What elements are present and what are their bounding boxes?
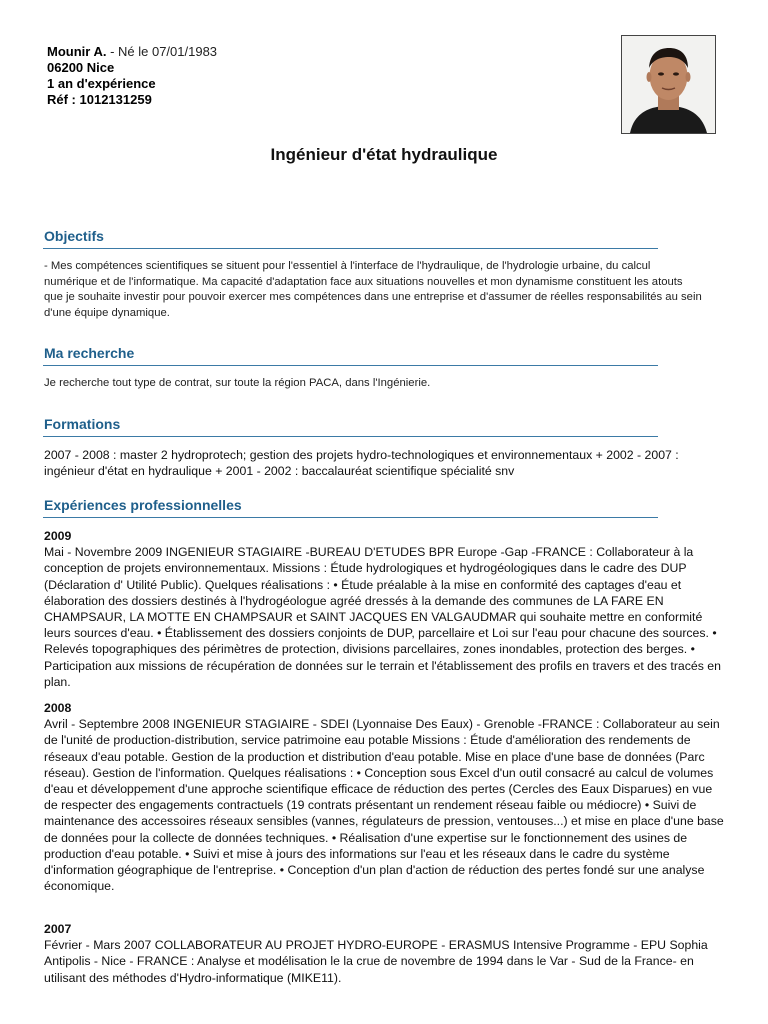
- experience-description: Avril - Septembre 2008 INGENIEUR STAGIAIRE - SDEI (Lyonnaise Des Eaux) - Grenoble -FRANCE : Collaborateur au sein de l'unité de production-distribution, service patrimoine eau potable Missions : Étude d'amélioration des rendements de réseaux d'eau potable. Gestion de la production et distribution d'eau potable. Mise en place d'une base de données (Parc réseau). Gestion de l'information. Quelques réalisations : • Conception sous Excel d'un outil consacré au calcul de volumes d'eau et développement d'une approche scientifique efficace de réduction des pertes (Cercles des Eaux Disparues) en vue de respecter des engagements contractuels (19 contrats présentant un rendement réseau faible ou médiocre) • Suivi de maintenance des accessoires réseaux sensibles (vannes, régulateurs de pression, ventouses...) et mise en place d'une base de données pour la collecte de données techniques. • Réalisation d'une expertise sur le fonctionnement des usines de production d'eau potable. • Suivi et mise à jours des informations sur l'eau et les réseaux dans le cadre du système d'information géographique de l'entreprise. • Conception d'un plan d'action de réduction des pertes fondé sur une analyse économique.: [44, 717, 724, 894]
- section-divider: [43, 436, 658, 437]
- objectifs-text: - Mes compétences scientifiques se situent pour l'essentiel à l'interface de l'hydraulique, de l'hydrologie urbaine, du calcul numérique et de l'informatique. Ma capacité d'adaptation face aux situations nouvelles et mon dynamisme constituent les atouts que je souhaite investir pour pouvoir exercer mes compétences dans une entreprise et d'assumer de réelles responsabilités au sein d'une équipe dynamique.: [44, 260, 702, 320]
- section-divider: [43, 517, 658, 518]
- experience-item: [44, 528, 724, 690]
- section-title-objectifs: Objectifs: [44, 228, 104, 244]
- experience-item: [44, 700, 724, 894]
- experience-item: [44, 921, 724, 986]
- candidate-ref: Réf : 1012131259: [47, 92, 152, 107]
- section-title-recherche: Ma recherche: [44, 345, 135, 361]
- experience-description: Février - Mars 2007 COLLABORATEUR AU PROJET HYDRO-EUROPE - ERASMUS Intensive Programme - EPU Sophia Antipolis - Nice - FRANCE : Analyse et modélisation le la crue de novembre de 1994 dans le Var - Sud de la France- en utilisant des méthodes d'Hydro-informatique (MIKE11).: [44, 938, 708, 985]
- candidate-experience: 1 an d'expérience: [47, 76, 156, 91]
- section-title-experiences: Expériences professionnelles: [44, 497, 242, 513]
- experience-year: 2008: [44, 701, 72, 715]
- candidate-info: [47, 44, 217, 108]
- candidate-photo: [621, 35, 716, 134]
- candidate-name: Mounir A.: [47, 44, 107, 59]
- page-title: Ingénieur d'état hydraulique: [270, 145, 498, 164]
- section-divider: [43, 365, 658, 366]
- experience-year: 2009: [44, 529, 72, 543]
- section-divider: [43, 248, 658, 249]
- candidate-city: 06200 Nice: [47, 60, 115, 75]
- portrait-image: [622, 36, 715, 133]
- experience-description: Mai - Novembre 2009 INGENIEUR STAGIAIRE -BUREAU D'ETUDES BPR Europe -Gap -FRANCE : Collaborateur à la conception de projets environnementaux. Missions : Étude hydrologiques et hydrogéologiques dans le cadre des DUP (Déclaration d' Utilité Public). Quelques réalisations : • Étude préalable à la mise en conformité des captages d'eau et élaboration des dossiers destinés à l'hydrogéologue agréé dressés à la demande des communes de LA FARE EN CHAMPSAUR, LA MOTTE EN CHAMPSAUR et SAINT JACQUES EN VALGAUDMAR qui souhaite mettre en conformité leurs sources d'eau. • Établissement des dossiers conjoints de DUP, parcellaire et Loi sur l'eau pour chacune des sources. • Relevés topographiques des périmètres de protection, divisions parcellaires, zones inondables, protection des berges. • Participation aux missions de récupération de données sur le terrain et l'établissement des profils en travers et des tracés en plan.: [44, 545, 721, 689]
- section-title-formations: Formations: [44, 416, 121, 432]
- birth-date: - Né le 07/01/1983: [106, 44, 218, 59]
- recherche-text: Je recherche tout type de contrat, sur toute la région PACA, dans l'Ingénierie.: [44, 377, 431, 389]
- experience-year: 2007: [44, 922, 72, 936]
- formations-text: 2007 - 2008 : master 2 hydroprotech; gestion des projets hydro-technologiques et environnementaux + 2002 - 2007 : ingénieur d'état en hydraulique + 2001 - 2002 : baccalauréat scientifique spécialité snv: [44, 448, 679, 479]
